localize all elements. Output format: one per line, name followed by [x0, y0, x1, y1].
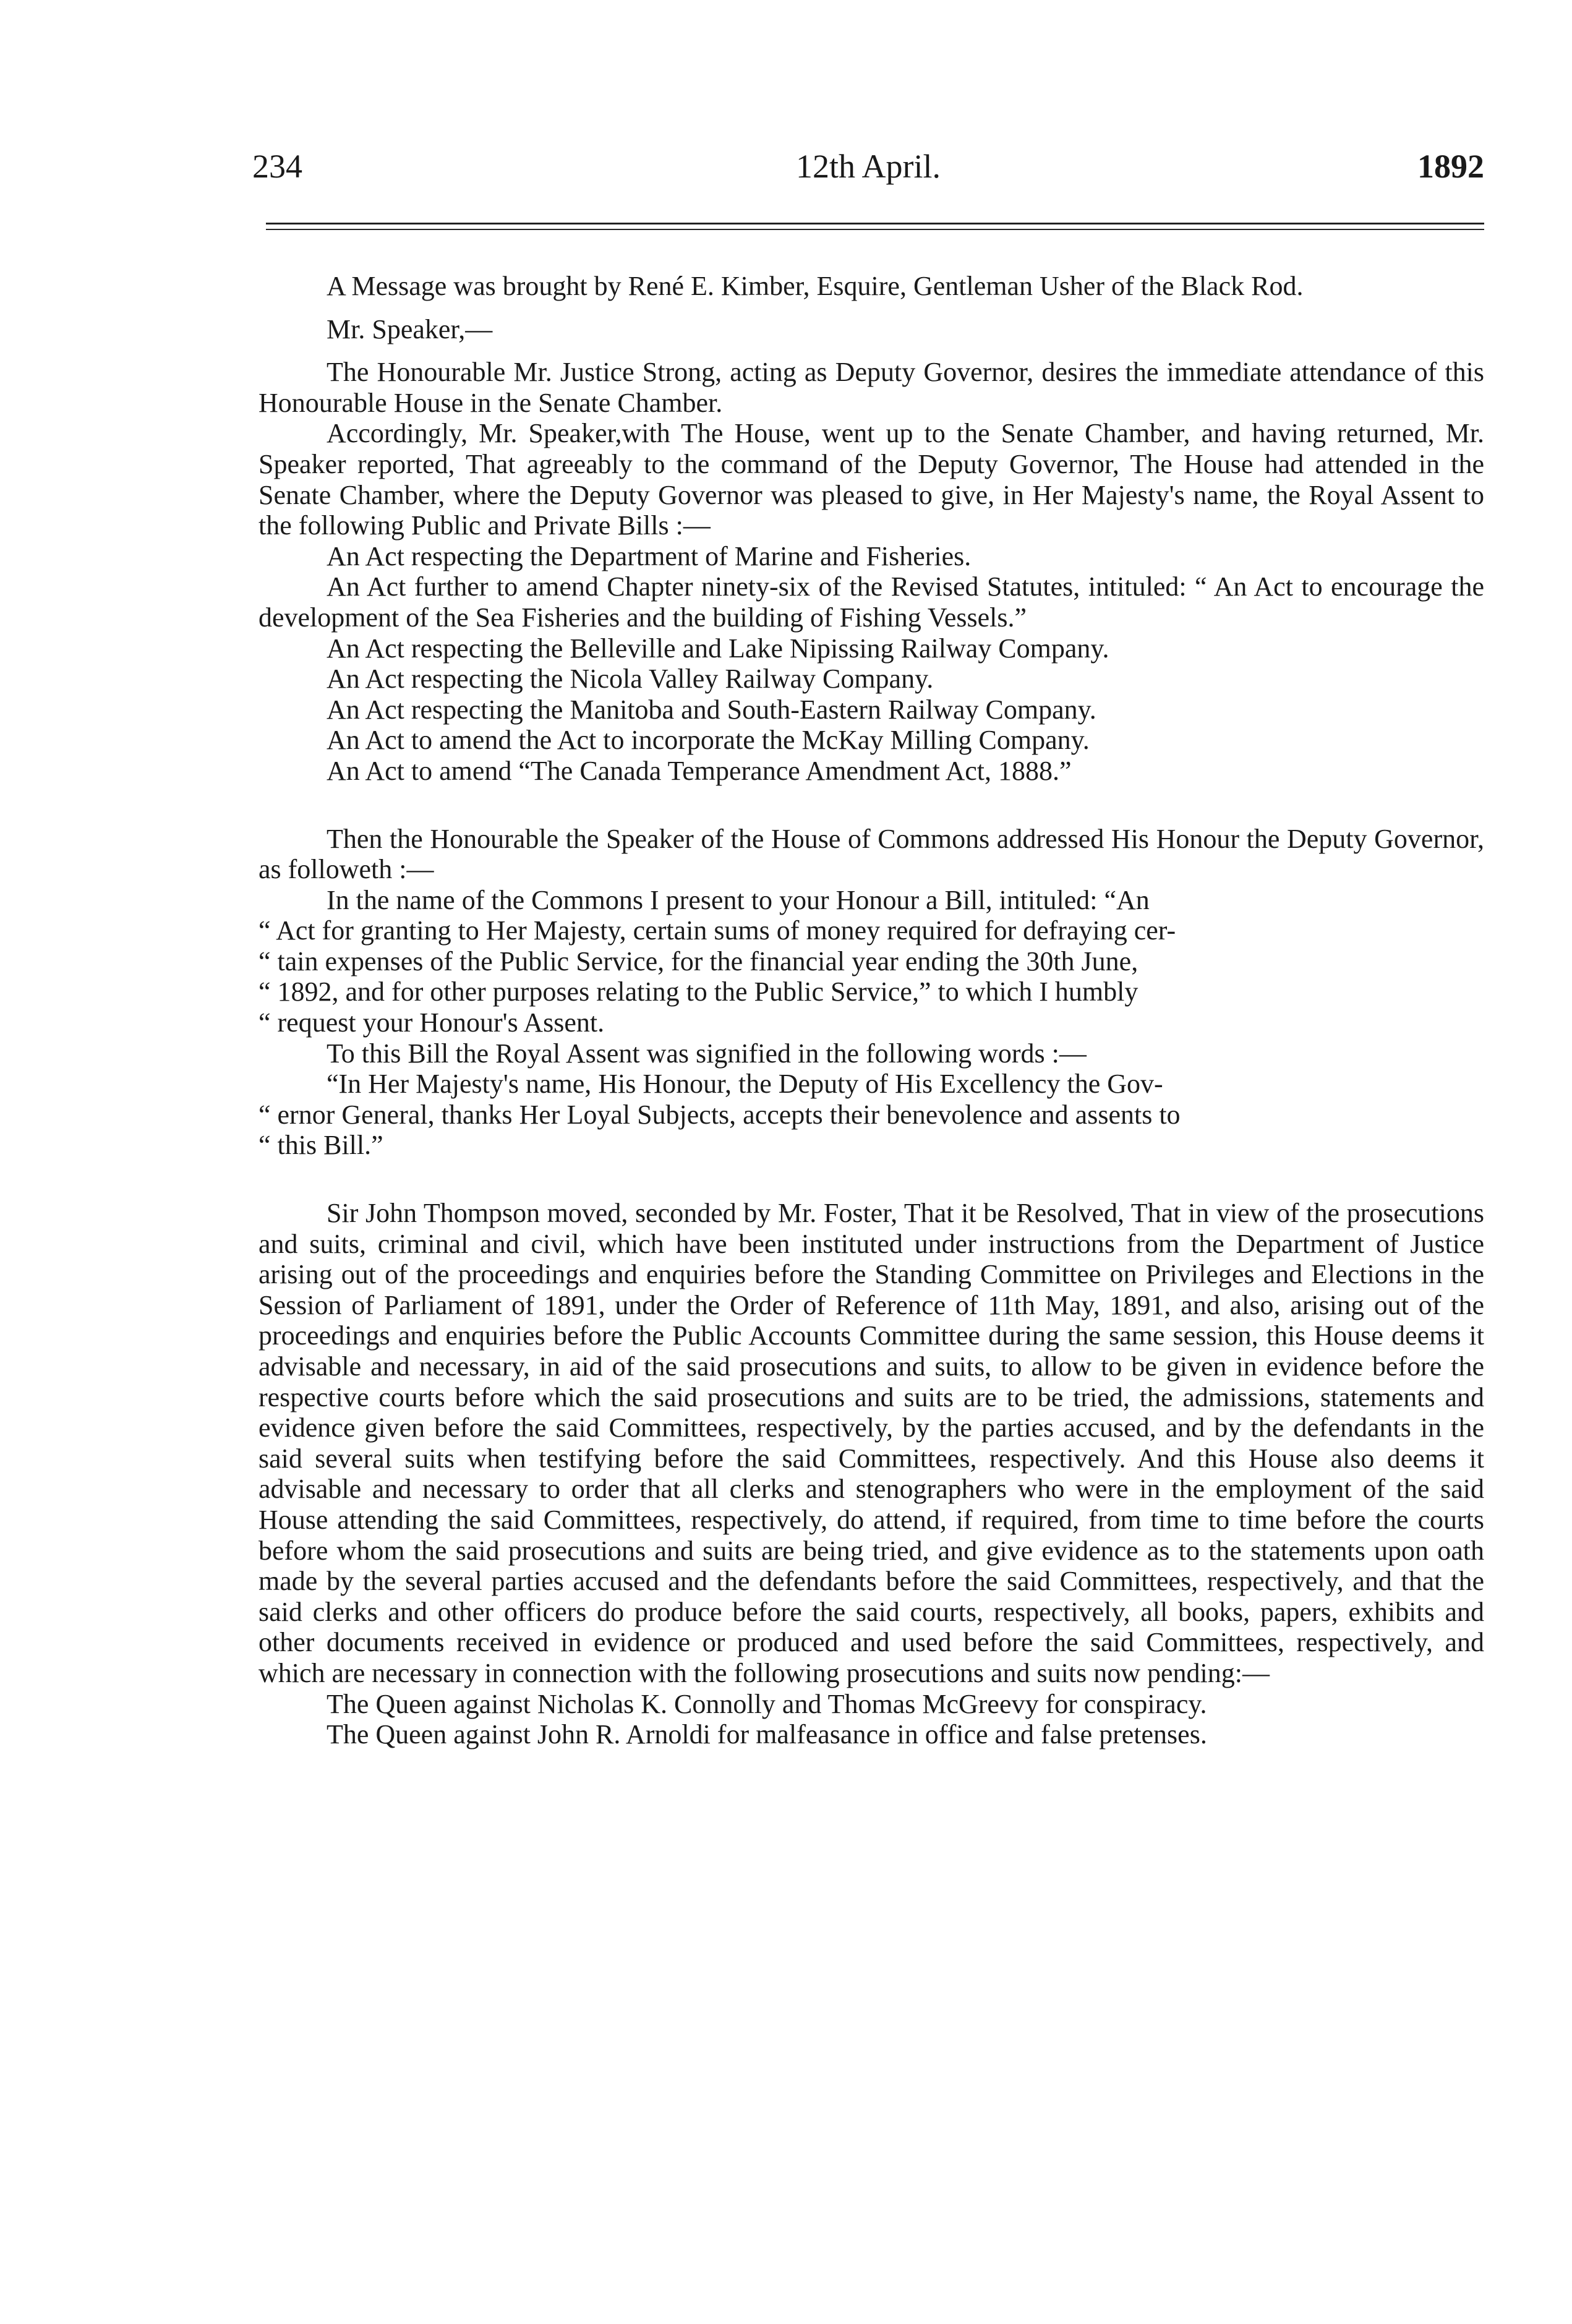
act-item: An Act respecting the Manitoba and South-Eastern Railway Company. [327, 694, 1096, 725]
act-item: An Act further to amend Chapter ninety-six of the Revised Statutes, intituled: “ An Act to encourage the development of the Sea Fisheries and the building of Fishing Vessels.” [258, 571, 1484, 633]
header-rule-thick [266, 223, 1484, 224]
act-item: An Act to amend “The Canada Temperance Amendment Act, 1888.” [327, 755, 1072, 786]
paragraph-speaker-address: Then the Honourable the Speaker of the House of Commons addressed His Honour the Deputy Governor, as followeth :— [258, 823, 1484, 885]
act-item: An Act to amend the Act to incorporate the McKay Milling Company. [327, 725, 1090, 756]
quote-line: “ request your Honour's Assent. [258, 1007, 605, 1038]
act-item: An Act respecting the Belleville and Lake Nipissing Railway Company. [327, 633, 1109, 664]
quote-line: “ this Bill.” [258, 1130, 383, 1161]
quote-line: In the name of the Commons I present to your Honour a Bill, intituled: “An [327, 884, 1150, 915]
paragraph-salutation: Mr. Speaker,— [327, 314, 493, 344]
act-item: An Act respecting the Nicola Valley Railway Company. [327, 664, 934, 694]
header-year: 1892 [1417, 148, 1484, 185]
page-number: 234 [252, 148, 302, 185]
document-body [258, 271, 1484, 1750]
prosecution-item: The Queen against John R. Arnoldi for malfeasance in office and false pretenses. [327, 1719, 1207, 1750]
header-rule-thin [266, 229, 1484, 230]
act-item: An Act respecting the Department of Marine and Fisheries. [327, 540, 972, 571]
header-date: 12th April. [795, 148, 941, 185]
prosecution-item: The Queen against Nicholas K. Connolly and Thomas McGreevy for conspiracy. [327, 1688, 1207, 1719]
paragraph-resolution: Sir John Thompson moved, seconded by Mr. Foster, That it be Resolved, That in view of the prosecutions and suits, criminal and civil, which have been instituted under instructions from the Department of Justice arising out of the proceedings and enquiries before the Standing Committee on Privileges and Elections in the Session of Parliament of 1891, under the Order of Reference of 11th May, 1891, and also, arising out of the proceedings and enquiries before the Public Accounts Committee during the same session, this House deems it advisable and necessary, in aid of the said prosecutions and suits, to allow to be given in evidence before the respective courts before which the said prosecutions and suits are to be tried, the admissions, statements and evidence given before the said Committees, respectively, by the parties accused, and by the defendants in the said several suits when testifying before the said Committees, respectively. And this House also deems it advisable and necessary to order that all clerks and stenographers who were in the employment of the said House attending the said Committees, respectively, do attend, if required, from time to time before the courts before whom the said prosecutions and suits are being tried, and give evidence as to the statements upon oath made by the several parties accused and the defendants before the said Committees, respectively, and that the said clerks and other officers do produce before the said courts, respectively, all books, papers, exhibits and other documents received in evidence or produced and used before the said Committees, respectively, and which are necessary in connection with the following prosecutions and suits now pending:— [258, 1198, 1484, 1688]
quote-line: “ Act for granting to Her Majesty, certain sums of money required for defraying cer- [258, 915, 1176, 946]
quote-line: “ tain expenses of the Public Service, for the financial year ending the 30th June, [258, 946, 1138, 976]
quote-line: “ ernor General, thanks Her Loyal Subjects, accepts their benevolence and assents to [258, 1099, 1181, 1130]
paragraph-report: Accordingly, Mr. Speaker,with The House, went up to the Senate Chamber, and having returned, Mr. Speaker reported, That agreeably to the command of the Deputy Governor, The House had attended in the Senate Chamber, where the Deputy Governor was pleased to give, in Her Majesty's name, the Royal Assent to the following Public and Private Bills :— [258, 418, 1484, 541]
quote-line: “In Her Majesty's name, His Honour, the Deputy of His Excellency the Gov- [327, 1069, 1163, 1100]
paragraph-summons: The Honourable Mr. Justice Strong, acting as Deputy Governor, desires the immediate attendance of this Honourable House in the Senate Chamber. [258, 357, 1484, 418]
paragraph-assent: To this Bill the Royal Assent was signified in the following words :— [327, 1038, 1087, 1069]
page-header [252, 147, 1484, 197]
quote-line: “ 1892, and for other purposes relating to the Public Service,” to which I humbly [258, 976, 1138, 1007]
paragraph-message: A Message was brought by René E. Kimber, Esquire, Gentleman Usher of the Black Rod. [327, 271, 1304, 301]
